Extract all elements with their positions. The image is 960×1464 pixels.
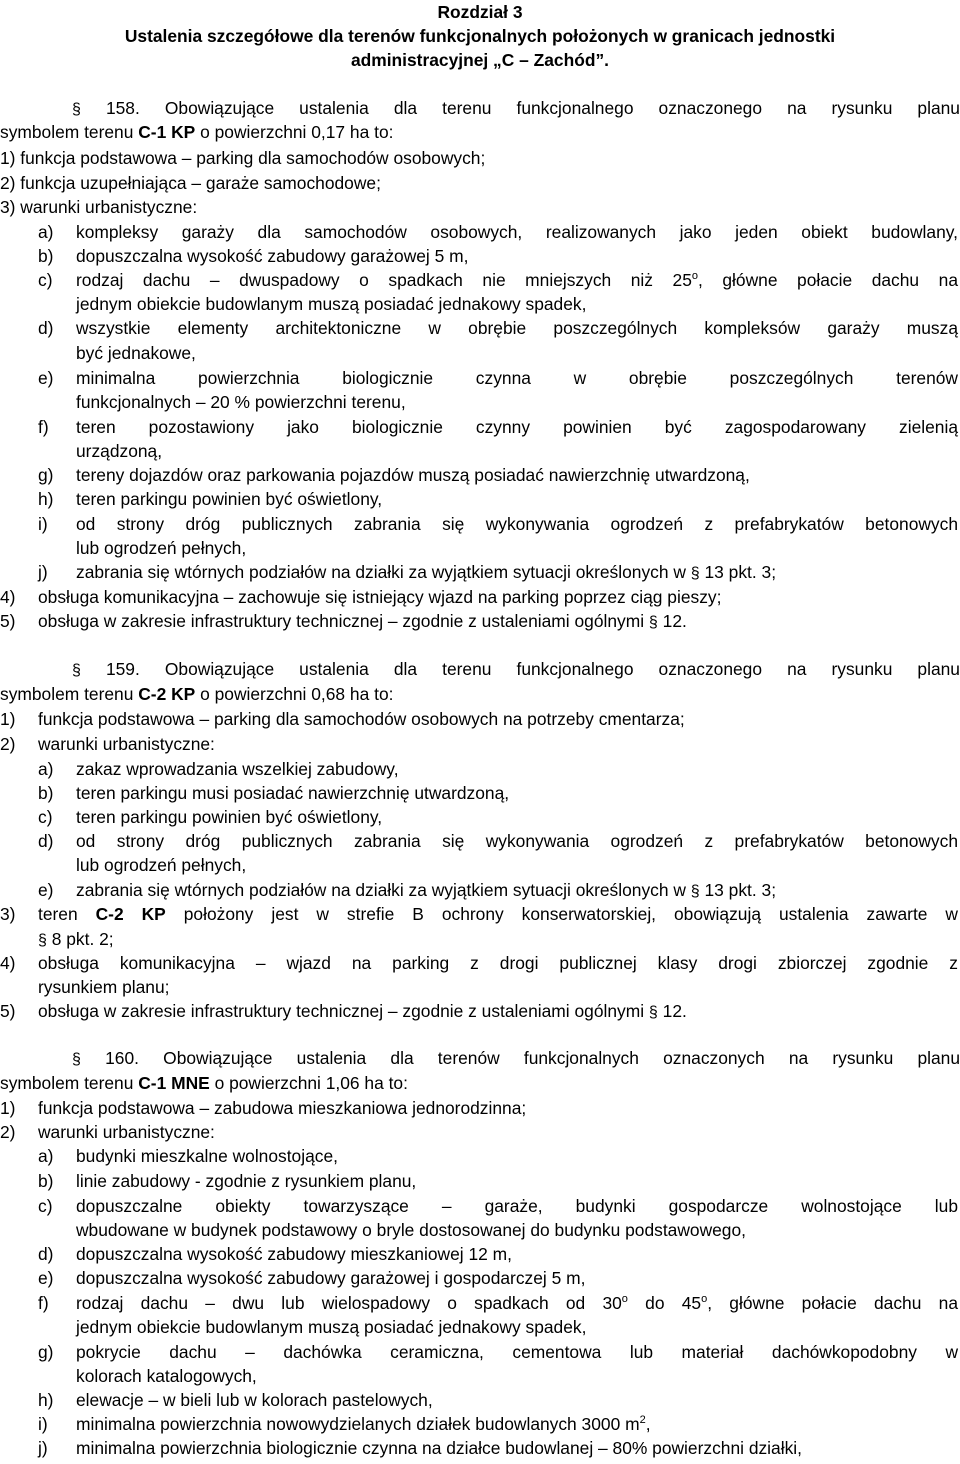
p160-intro-line2: symbolem terenu C-1 MNE o powierzchni 1,06 ha to: — [0, 1073, 408, 1093]
p160-item-2d: dopuszczalna wysokość zabudowy mieszkaniowej 12 m, — [76, 1244, 512, 1264]
list-marker: f) — [38, 1293, 49, 1313]
p158-item-3h: teren parkingu powinien być oświetlony, — [76, 489, 383, 509]
section-sign-icon: § — [72, 662, 81, 679]
p158-item-3i-line1: od strony dróg publicznych zabrania się wykonywania ogrodzeń z prefabrykatów betonowych — [76, 514, 958, 534]
p159-item-2e: zabrania się wtórnych podziałów na działki za wyjątkiem sytuacji określonych w § 13 pkt. 3; — [76, 880, 777, 900]
p160-intro-line1: § 160. Obowiązujące ustalenia dla terenów funkcjonalnych oznaczonych na rysunku planu — [72, 1048, 960, 1068]
list-marker: g) — [38, 1342, 54, 1362]
p158-item-3j: zabrania się wtórnych podziałów na działki za wyjątkiem sytuacji określonych w § 13 pkt. 3; — [76, 562, 777, 582]
p158-item-1: 1) funkcja podstawowa – parking dla samochodów osobowych; — [0, 148, 486, 168]
p159-item-2b: teren parkingu musi posiadać nawierzchnię utwardzoną, — [76, 783, 510, 803]
list-marker: e) — [38, 1268, 54, 1288]
p160-item-2: warunki urbanistyczne: — [38, 1122, 215, 1142]
list-marker: d) — [38, 831, 54, 851]
list-marker: h) — [38, 1390, 54, 1410]
p160-item-2h: elewacje – w bieli lub w kolorach pastelowych, — [76, 1390, 433, 1410]
list-marker: b) — [38, 1171, 54, 1191]
p160-item-2c-line1: dopuszczalne obiekty towarzyszące – garaże, budynki gospodarcze wolnostojące lub — [76, 1196, 958, 1216]
p159-item-4-line2: rysunkiem planu; — [38, 977, 170, 997]
list-marker: f) — [38, 417, 49, 437]
list-marker: j) — [38, 1438, 48, 1458]
p159-item-3-line1: teren C-2 KP położony jest w strefie B ochrony konserwatorskiej, obowiązują ustalenia zawarte w — [38, 904, 958, 924]
p160-item-2i: minimalna powierzchnia nowowydzielanych działek budowlanych 3000 $m^2$, — [76, 1414, 651, 1434]
p160-item-2f-line2: jednym obiekcie budowlanym muszą posiadać jednakowy spadek, — [76, 1317, 587, 1337]
p158-item-2: 2) funkcja uzupełniająca – garaże samochodowe; — [0, 173, 381, 193]
list-marker: c) — [38, 1196, 53, 1216]
chapter-title: Rozdział 3 — [437, 2, 523, 22]
p158-item-3b: dopuszczalna wysokość zabudowy garażowej 5 m, — [76, 246, 469, 266]
p158-intro-line2: symbolem terenu C-1 KP o powierzchni 0,17 ha to: — [0, 122, 394, 142]
list-marker: a) — [38, 222, 54, 242]
p158-item-3f-line1: teren pozostawiony jako biologicznie czynny powinien być zagospodarowany zielenią — [76, 417, 958, 437]
list-marker: 2) — [0, 734, 16, 754]
chapter-subtitle-line1: Ustalenia szczegółowe dla terenów funkcjonalnych położonych w granicach jednostki — [124, 26, 836, 46]
list-marker: 1) — [0, 1098, 16, 1118]
list-marker: c) — [38, 270, 53, 290]
p160-item-2g-line2: kolorach katalogowych, — [76, 1366, 257, 1386]
p158-item-3d-line2: być jednakowe, — [76, 343, 196, 363]
list-marker: d) — [38, 318, 54, 338]
list-marker: 5) — [0, 611, 16, 631]
section-sign-icon: § — [72, 101, 81, 118]
p159-item-2d-line2: lub ogrodzeń pełnych, — [76, 855, 247, 875]
p160-item-2b: linie zabudowy - zgodnie z rysunkiem planu, — [76, 1171, 417, 1191]
section-sign-icon: § — [38, 932, 47, 949]
p160-item-2e: dopuszczalna wysokość zabudowy garażowej i gospodarczej 5 m, — [76, 1268, 586, 1288]
list-marker: 3) — [0, 904, 16, 924]
list-marker: b) — [38, 246, 54, 266]
list-marker: c) — [38, 807, 53, 827]
list-marker: j) — [38, 562, 48, 582]
list-marker: a) — [38, 759, 54, 779]
p158-item-3e-line2: funkcjonalnych – 20 % powierzchni terenu, — [76, 392, 406, 412]
p159-intro-line1: § 159. Obowiązujące ustalenia dla terenu funkcjonalnego oznaczonego na rysunku planu — [72, 659, 960, 679]
p159-item-2: warunki urbanistyczne: — [38, 734, 215, 754]
list-marker: e) — [38, 368, 54, 388]
p158-item-3e-line1: minimalna powierzchnia biologicznie czynna w obrębie poszczególnych terenów — [76, 368, 958, 388]
p158-item-3f-line2: urządzoną, — [76, 441, 163, 461]
p160-item-2a: budynki mieszkalne wolnostojące, — [76, 1146, 338, 1166]
p158-item-3: 3) warunki urbanistyczne: — [0, 197, 198, 217]
p159-item-4-line1: obsługa komunikacyjna – wjazd na parking z drogi publicznej klasy drogi zbiorczej zgodnie z — [38, 953, 958, 973]
p158-item-3c-line2: jednym obiekcie budowlanym muszą posiadać jednakowy spadek, — [76, 294, 587, 314]
list-marker: g) — [38, 465, 54, 485]
p159-item-2a: zakaz wprowadzania wszelkiej zabudowy, — [76, 759, 399, 779]
p158-item-5: obsługa w zakresie infrastruktury technicznej – zgodnie z ustaleniami ogólnymi § 12. — [38, 611, 687, 631]
p160-item-2g-line1: pokrycie dachu – dachówka ceramiczna, cementowa lub materiał dachówkopodobny w — [76, 1342, 958, 1362]
section-sign-icon: § — [690, 883, 700, 900]
list-marker: 5) — [0, 1001, 16, 1021]
section-sign-icon: § — [648, 1004, 658, 1021]
p159-item-3-line2: § 8 pkt. 2; — [38, 929, 114, 949]
p160-item-2c-line2: wbudowane w budynek podstawowy o bryle dostosowanej do budynku podstawowego, — [76, 1220, 746, 1240]
list-marker: d) — [38, 1244, 54, 1264]
p159-item-2d-line1: od strony dróg publicznych zabrania się wykonywania ogrodzeń z prefabrykatów betonowych — [76, 831, 958, 851]
p159-intro-line2: symbolem terenu C-2 KP o powierzchni 0,68 ha to: — [0, 684, 394, 704]
list-marker: 4) — [0, 587, 16, 607]
list-marker: a) — [38, 1146, 54, 1166]
section-sign-icon: § — [690, 565, 700, 582]
p158-item-3a: kompleksy garaży dla samochodów osobowych, realizowanych jako jeden obiekt budowlany, — [76, 222, 958, 242]
p160-item-2j: minimalna powierzchnia biologicznie czynna na działce budowlanej – 80% powierzchni działki, — [76, 1438, 802, 1458]
list-marker: 2) — [0, 1122, 16, 1142]
p158-item-3c-line1: rodzaj dachu – dwuspadowy o spadkach nie mniejszych niż 25$^o$, główne połacie dachu na — [76, 270, 958, 290]
section-sign-icon: § — [72, 1051, 81, 1068]
p158-item-3d-line1: wszystkie elementy architektoniczne w obrębie poszczególnych kompleksów garaży muszą — [76, 318, 958, 338]
list-marker: 4) — [0, 953, 16, 973]
p160-item-2f-line1: rodzaj dachu – dwu lub wielospadowy o spadkach od 30$^o$ do 45$^o$, główne połacie dachu na — [76, 1293, 958, 1313]
section-sign-icon: § — [648, 614, 658, 631]
p159-item-1: funkcja podstawowa – parking dla samochodów osobowych na potrzeby cmentarza; — [38, 709, 685, 729]
list-marker: e) — [38, 880, 54, 900]
p158-item-3g: tereny dojazdów oraz parkowania pojazdów muszą posiadać nawierzchnię utwardzoną, — [76, 465, 750, 485]
p160-item-1: funkcja podstawowa – zabudowa mieszkaniowa jednorodzinna; — [38, 1098, 527, 1118]
p158-item-3i-line2: lub ogrodzeń pełnych, — [76, 538, 247, 558]
list-marker: i) — [38, 514, 48, 534]
p159-item-2c: teren parkingu powinien być oświetlony, — [76, 807, 383, 827]
p159-item-5: obsługa w zakresie infrastruktury technicznej – zgodnie z ustaleniami ogólnymi § 12. — [38, 1001, 687, 1021]
list-marker: i) — [38, 1414, 48, 1434]
p158-item-4: obsługa komunikacyjna – zachowuje się istniejący wjazd na parking poprzez ciąg pieszy; — [38, 587, 722, 607]
chapter-subtitle-line2: administracyjnej „C – Zachód”. — [350, 50, 610, 70]
list-marker: h) — [38, 489, 54, 509]
list-marker: b) — [38, 783, 54, 803]
list-marker: 1) — [0, 709, 16, 729]
p158-intro-line1: § 158. Obowiązujące ustalenia dla terenu funkcjonalnego oznaczonego na rysunku planu — [72, 98, 960, 118]
